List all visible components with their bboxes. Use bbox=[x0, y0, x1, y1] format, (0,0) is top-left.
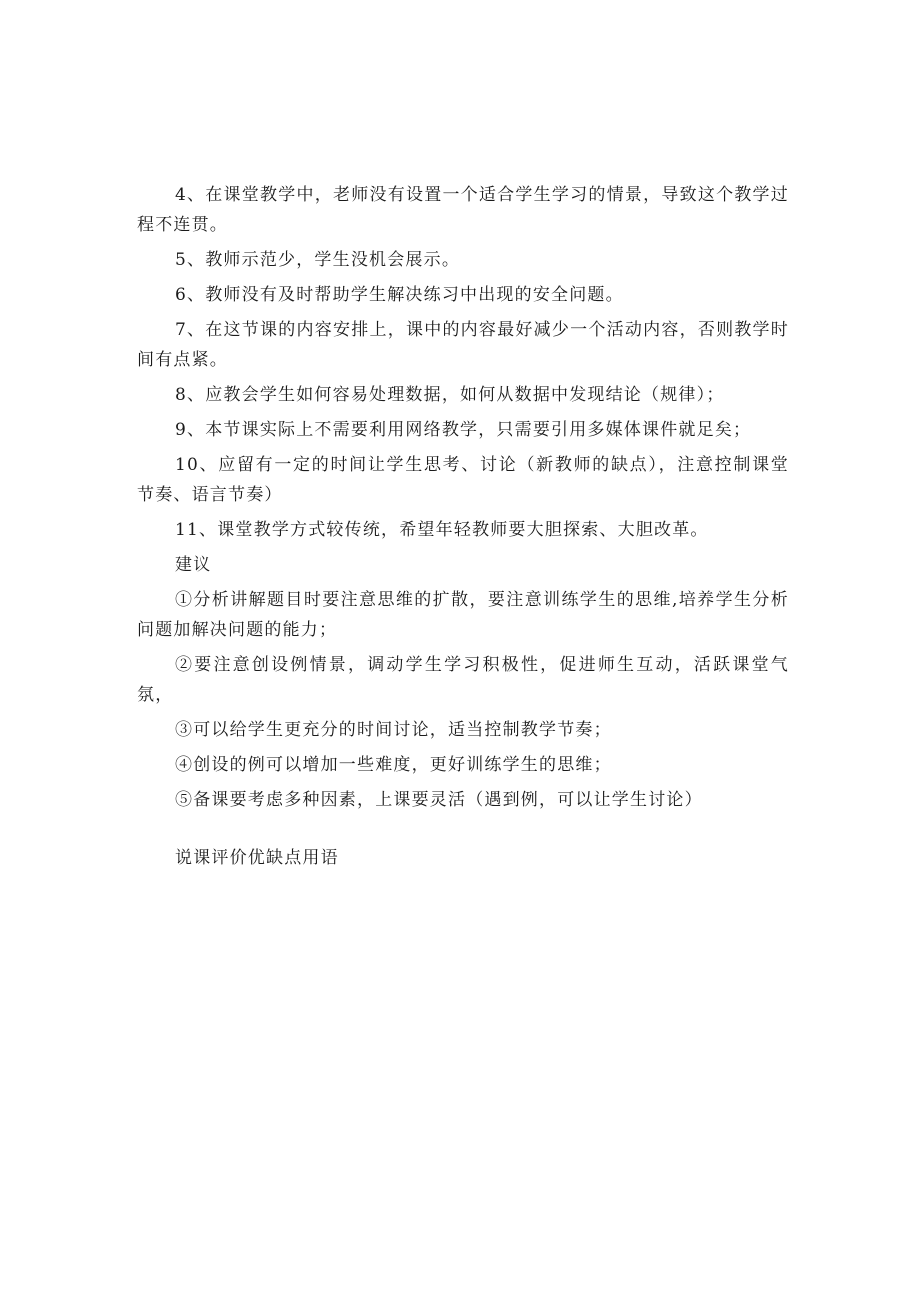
issue-item: 5、教师示范少，学生没机会展示。 bbox=[175, 250, 461, 270]
suggestion-item: ⑤备课要考虑多种因素，上课要灵活（遇到例，可以让学生讨论） bbox=[175, 790, 703, 810]
suggestion-item: ②要注意创设例情景，调动学生学习积极性，促进师生互动，活跃课堂气氛， bbox=[137, 655, 789, 705]
issue-item: 10、应留有一定的时间让学生思考、讨论（新教师的缺点），注意控制课堂节奏、语言节奏） bbox=[137, 455, 789, 505]
issue-item: 11、课堂教学方式较传统，希望年轻教师要大胆探索、大胆改革。 bbox=[175, 520, 709, 540]
issue-item: 4、在课堂教学中，老师没有设置一个适合学生学习的情景，导致这个教学过程不连贯。 bbox=[137, 185, 789, 235]
suggestion-item: ③可以给学生更充分的时间讨论，适当控制教学节奏； bbox=[175, 720, 612, 740]
document-body bbox=[137, 180, 789, 820]
issue-item: 8、应教会学生如何容易处理数据，如何从数据中发现结论（规律）； bbox=[175, 385, 725, 405]
issue-item: 7、在这节课的内容安排上，课中的内容最好减少一个活动内容，否则教学时间有点紧。 bbox=[137, 320, 789, 370]
suggestion-item: ④创设的例可以增加一些难度，更好训练学生的思维； bbox=[175, 755, 612, 775]
issue-item: 9、本节课实际上不需要利用网络教学，只需要引用多媒体课件就足矣； bbox=[175, 420, 752, 440]
suggestion-item: ①分析讲解题目时要注意思维的扩散，要注意训练学生的思维,培养学生分析问题加解决问题的能力； bbox=[137, 590, 789, 640]
suggestions-heading: 建议 bbox=[175, 555, 212, 575]
issue-item: 6、教师没有及时帮助学生解决练习中出现的安全问题。 bbox=[175, 285, 624, 305]
section-title: 说课评价优缺点用语 bbox=[175, 848, 339, 868]
